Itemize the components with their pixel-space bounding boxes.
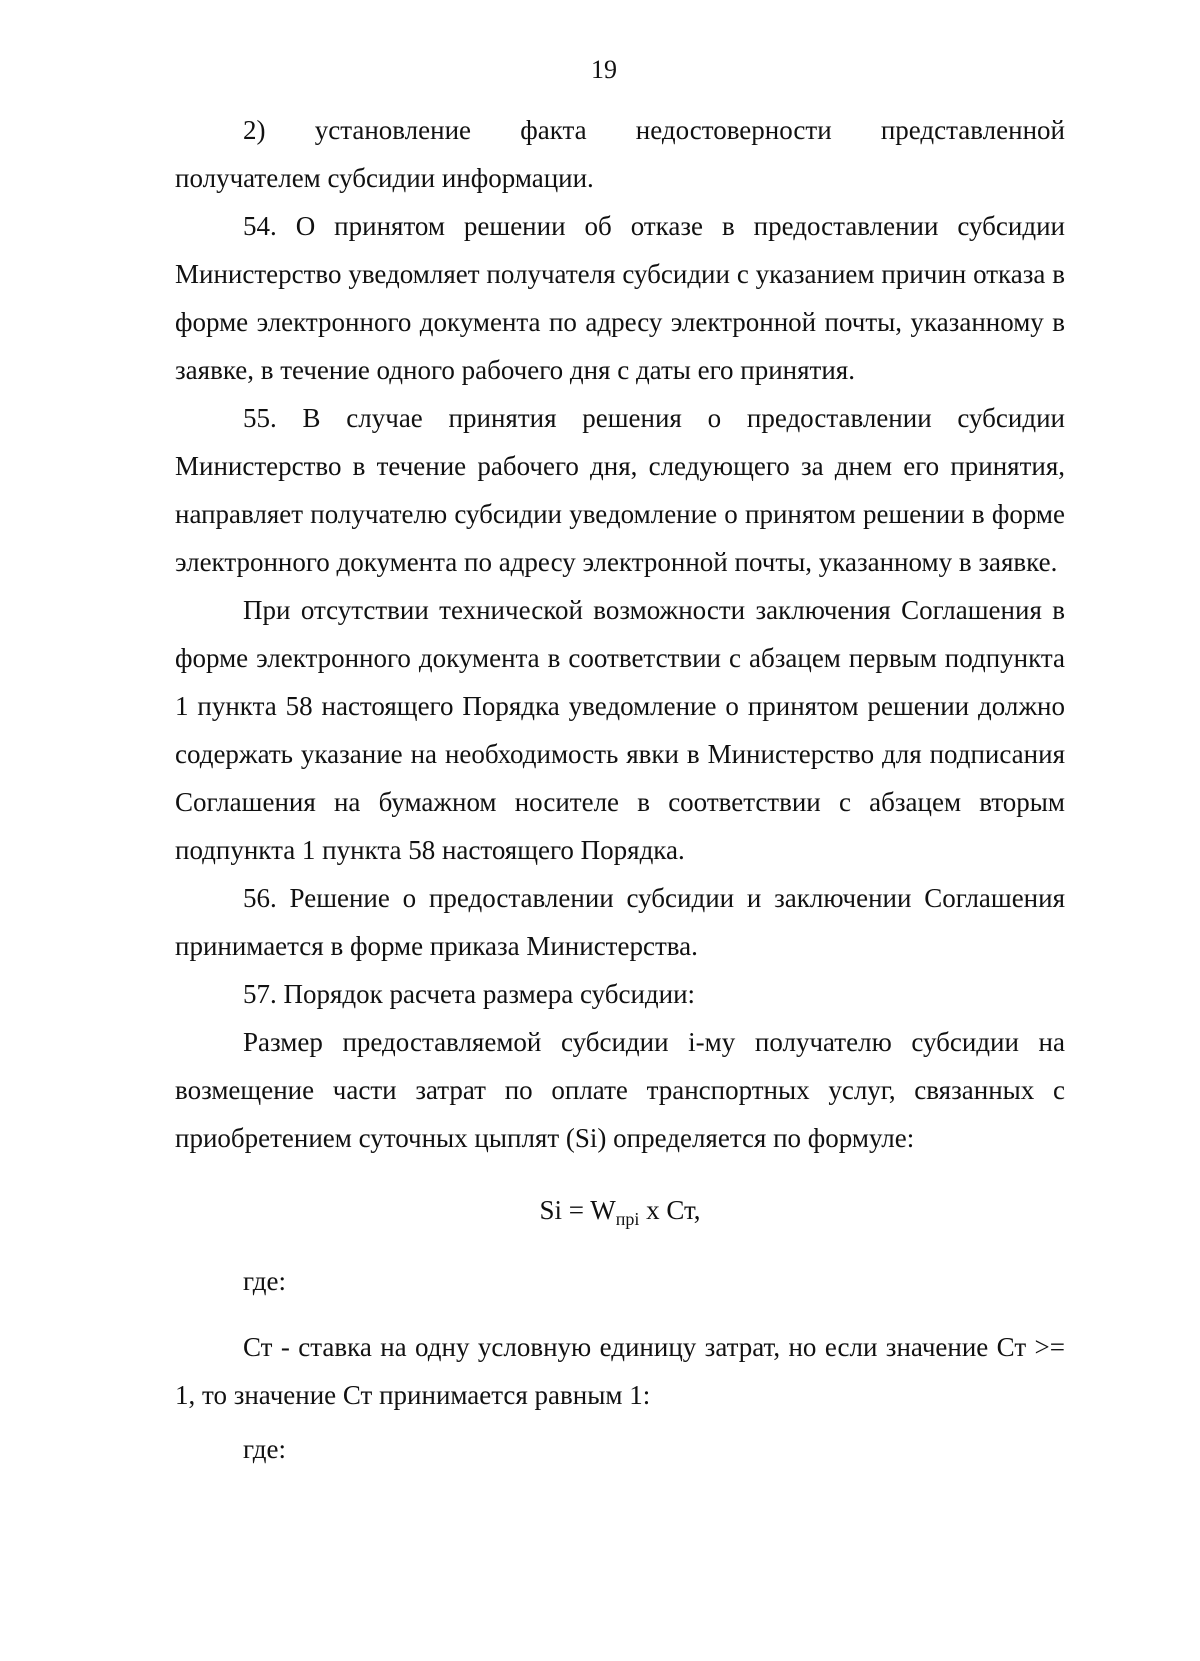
paragraph-54: 54. О принятом решении об отказе в предоставлении субсидии Министерство уведомляет получателя субсидии с указанием причин отказа в форме электронного документа по адресу электронной почты, указанному в заявке, в течение одного рабочего дня с даты его принятия. — [175, 211, 1065, 385]
paragraph-2-first-line — [175, 106, 1065, 154]
formula-subscript: прi — [615, 1209, 640, 1229]
paragraph-56: 56. Решение о предоставлении субсидии и заключении Соглашения принимается в форме приказа Министерства. — [175, 883, 1065, 961]
word: установление — [314, 115, 471, 145]
where-label-2: где: — [243, 1434, 286, 1464]
paragraph-55: 55. В случае принятия решения о предоставлении субсидии Министерство в течение рабочего дня, следующего за днем его принятия, направляет получателю субсидии уведомление о принятом решении в форме электронного документа по адресу электронной почты, указанному в заявке. — [175, 403, 1065, 577]
formula — [175, 1186, 1065, 1237]
where-label-1: где: — [243, 1266, 286, 1296]
document-body — [175, 106, 1065, 1473]
word: 2) — [243, 115, 266, 145]
page-number: 19 — [591, 55, 617, 84]
formula-rhs: x Ст, — [639, 1195, 701, 1225]
paragraph-2-continuation: получателем субсидии информации. — [175, 163, 594, 193]
paragraph-57: 57. Порядок расчета размера субсидии: — [243, 979, 696, 1009]
word: факта — [520, 115, 587, 145]
word: недостоверности — [635, 115, 832, 145]
paragraph-ct-definition: Ст - ставка на одну условную единицу затрат, но если значение Ст >= 1, то значение Ст принимается равным 1: — [175, 1332, 1065, 1410]
formula-lhs: Si = W — [539, 1195, 616, 1225]
word: представленной — [880, 115, 1065, 145]
paragraph-subsidy-size: Размер предоставляемой субсидии i-му получателю субсидии на возмещение части затрат по оплате транспортных услуг, связанных с приобретением суточных цыплят (Si) определяется по формуле: — [175, 1027, 1065, 1153]
paragraph-no-technical-possibility: При отсутствии технической возможности заключения Соглашения в форме электронного документа в соответствии с абзацем первым подпункта 1 пункта 58 настоящего Порядка уведомление о принятом решении должно содержать указание на необходимость явки в Министерство для подписания Соглашения на бумажном носителе в соответствии с абзацем вторым подпункта 1 пункта 58 настоящего Порядка. — [175, 595, 1065, 865]
